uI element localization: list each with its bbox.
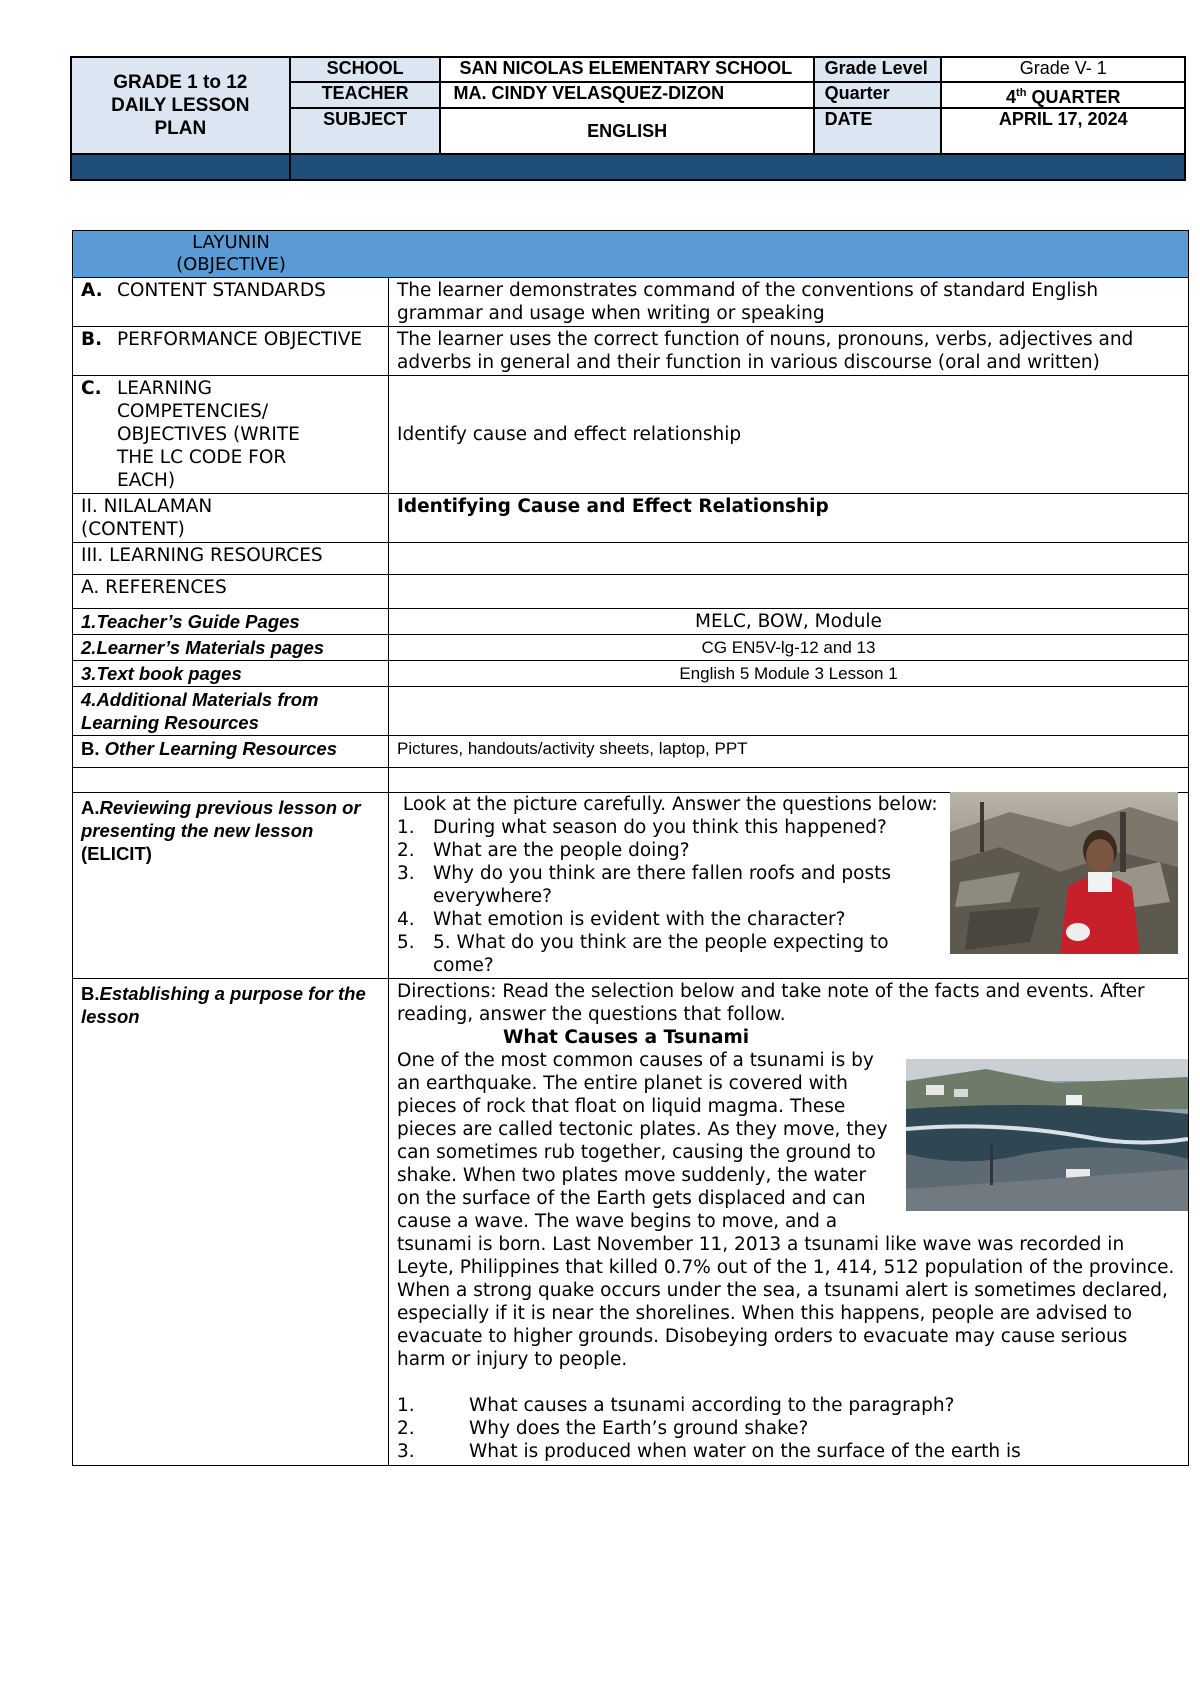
story-paragraph-1: One of the most common causes of a tsunami is by an earthquake. The entire planet is covered with pieces of rock that float on liquid magma. These pieces are called tectonic plates. As they move, they can sometimes rub together, causing the ground to shake. When two plates move suddenly, the water on the surface of the Earth gets displaced and can cause a wave. The wave begins to move, and a tsunami is born. Last November 11, 2013 a tsunami like wave was recorded in Leyte, Philippines that killed 0.7% out of the 1, 414, 512 population of the province.	[397, 1050, 1175, 1278]
competencies-label: LEARNING COMPETENCIES/ OBJECTIVES (WRITE THE LC CODE FOR EACH)	[117, 378, 300, 491]
question-text: During what season do you think this happened?	[433, 817, 887, 838]
school-label: SCHOOL	[290, 57, 441, 82]
story-paragraph-2: When a strong quake occurs under the sea, a tsunami alert is sometimes declared, especially if it is near the shorelines. When this happens, people are advised to evacuate to higher grounds. Disobeying orders to evacuate may cause serious harm or injury to people.	[397, 1280, 1168, 1370]
content-value: Identifying Cause and Effect Relationship	[389, 494, 1189, 543]
teacher-value: MA. CINDY VELASQUEZ-DIZON	[440, 82, 813, 108]
row-letter: A.	[81, 280, 103, 301]
teachers-guide-value: MELC, BOW, Module	[389, 609, 1189, 635]
question-text: What is produced when water on the surface of the earth is	[469, 1441, 1021, 1462]
row-performance	[73, 327, 1189, 376]
content-label: II. NILALAMAN (CONTENT)	[81, 496, 213, 540]
content-standards-value: The learner demonstrates command of the conventions of standard English grammar and usage when writing or speaking	[389, 278, 1189, 327]
elicit-intro: Look at the picture carefully. Answer the questions below:	[397, 794, 938, 815]
row-letter: A.	[81, 797, 100, 818]
other-resources-label: Other Learning Resources	[104, 738, 337, 759]
references-label: A. REFERENCES	[73, 575, 389, 609]
purpose-questions	[397, 1394, 1180, 1463]
row-letter: B.	[81, 983, 100, 1004]
tsunami-photo	[906, 1059, 1188, 1211]
question-number: 3.	[397, 863, 415, 884]
grade-level-value: Grade V- 1	[941, 57, 1185, 82]
competencies-value: Identify cause and effect relationship	[389, 376, 1189, 494]
row-references	[73, 575, 1189, 609]
learners-materials-value: CG EN5V-lg-12 and 13	[389, 635, 1189, 661]
row-competencies	[73, 376, 1189, 494]
purpose-question	[397, 1417, 1180, 1440]
item-number: 1.	[81, 611, 97, 632]
purpose-question	[397, 1394, 1180, 1417]
elicit-tag: (ELICIT)	[81, 843, 152, 864]
school-value: SAN NICOLAS ELEMENTARY SCHOOL	[440, 57, 813, 82]
elicit-question	[397, 816, 938, 839]
question-text: What are the people doing?	[433, 840, 690, 861]
learning-resources-label: III. LEARNING RESOURCES	[73, 543, 389, 575]
elicit-label: Reviewing previous lesson or presenting the new lesson	[81, 797, 361, 841]
performance-value: The learner uses the correct function of nouns, pronouns, verbs, adjectives and adverbs in general and their function in various discourse (oral and written)	[389, 327, 1189, 376]
typhoon-aftermath-photo	[950, 792, 1178, 954]
textbook-value: English 5 Module 3 Lesson 1	[389, 661, 1189, 687]
question-text: What causes a tsunami according to the paragraph?	[469, 1395, 955, 1416]
row-letter: C.	[81, 378, 102, 399]
story-title: What Causes a Tsunami	[503, 1027, 750, 1048]
question-number: 2.	[397, 1418, 415, 1439]
purpose-label: Establishing a purpose for the lesson	[81, 983, 366, 1027]
dlp-title: GRADE 1 to 12 DAILY LESSON PLAN	[71, 57, 290, 154]
row-other-resources	[73, 736, 1189, 768]
header-table	[70, 56, 1186, 181]
textbook-label: Text book pages	[96, 663, 242, 684]
question-number: 3.	[397, 1441, 415, 1462]
subject-value: ENGLISH	[440, 108, 813, 154]
item-number: 3.	[81, 663, 97, 684]
row-letter: B.	[81, 738, 100, 759]
elicit-question	[397, 839, 938, 862]
objective-header	[73, 231, 1189, 278]
row-learners-materials	[73, 635, 1189, 661]
item-number: 2.	[81, 637, 97, 658]
date-value: APRIL 17, 2024	[941, 108, 1185, 154]
additional-label: Additional Materials from Learning Resources	[81, 689, 319, 733]
teachers-guide-label: Teacher’s Guide Pages	[96, 611, 300, 632]
other-resources-value: Pictures, handouts/activity sheets, laptop, PPT	[389, 736, 1189, 768]
row-purpose	[73, 979, 1189, 1466]
question-text: Why does the Earth’s ground shake?	[469, 1418, 809, 1439]
objective-title: LAYUNIN	[192, 232, 270, 253]
grade-level-label: Grade Level	[814, 57, 942, 82]
learners-materials-label: Learner’s Materials pages	[96, 637, 325, 658]
content-standards-label: CONTENT STANDARDS	[117, 280, 326, 301]
question-number: 2.	[397, 840, 415, 861]
teacher-label: TEACHER	[290, 82, 441, 108]
row-content	[73, 494, 1189, 543]
question-text: Why do you think are there fallen roofs and posts everywhere?	[433, 863, 891, 907]
row-letter: B.	[81, 329, 103, 350]
elicit-question	[397, 931, 938, 977]
elicit-question	[397, 862, 938, 908]
row-spacer	[73, 768, 1189, 793]
row-textbook	[73, 661, 1189, 687]
quarter-label: Quarter	[814, 82, 942, 108]
purpose-question	[397, 1440, 1180, 1463]
additional-value	[389, 687, 1189, 736]
date-label: DATE	[814, 108, 942, 154]
quarter-value: 4th QUARTER	[941, 82, 1185, 108]
purpose-directions: Directions: Read the selection below and take note of the facts and events. After reading, answer the questions that follow.	[397, 981, 1145, 1025]
header-bar-left	[71, 154, 290, 180]
item-number: 4.	[81, 689, 97, 710]
elicit-question	[397, 908, 938, 931]
row-content-standards	[73, 278, 1189, 327]
row-teachers-guide	[73, 609, 1189, 635]
question-number: 1.	[397, 1395, 415, 1416]
lesson-table	[72, 230, 1189, 1466]
question-text: 5. What do you think are the people expecting to come?	[433, 932, 889, 976]
row-learning-resources	[73, 543, 1189, 575]
question-number: 4.	[397, 909, 415, 930]
header-bar-right	[290, 154, 1185, 180]
question-text: What emotion is evident with the character?	[433, 909, 846, 930]
question-number: 5.	[397, 932, 415, 953]
row-elicit	[73, 793, 1189, 979]
question-number: 1.	[397, 817, 415, 838]
subject-label: SUBJECT	[290, 108, 441, 154]
performance-label: PERFORMANCE OBJECTIVE	[117, 329, 363, 350]
row-additional	[73, 687, 1189, 736]
objective-subtitle: (OBJECTIVE)	[176, 254, 286, 275]
